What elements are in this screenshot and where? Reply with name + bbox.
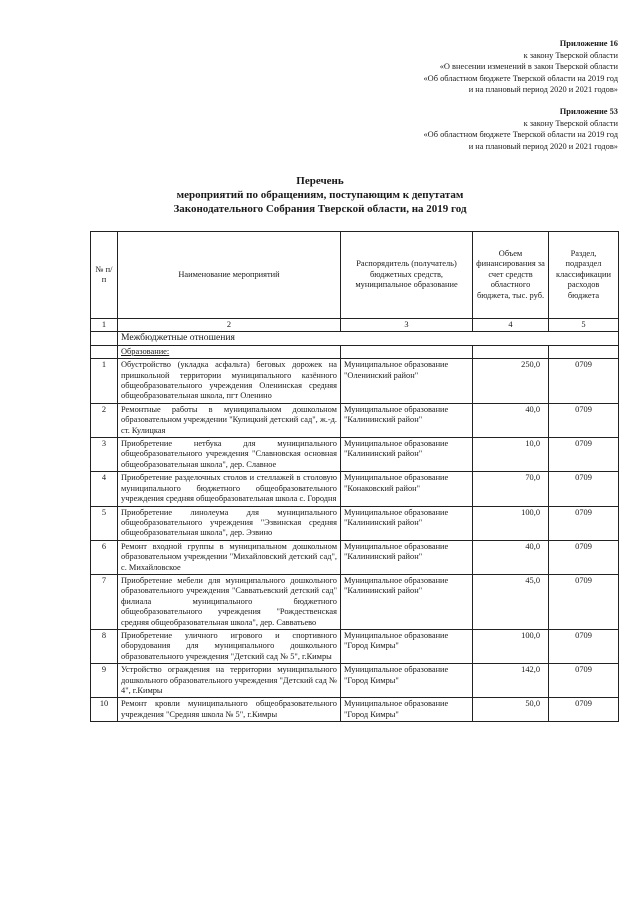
- subsection-cell-empty: [341, 345, 473, 358]
- column-number: 4: [473, 319, 549, 332]
- subsection-cell-empty: [91, 345, 118, 358]
- table-row: [91, 664, 619, 698]
- measures-table: [90, 231, 619, 722]
- funding-amount: 40,0: [473, 403, 549, 437]
- row-number: 4: [91, 472, 118, 506]
- header-number: № п/п: [91, 232, 118, 319]
- table-row: [91, 698, 619, 722]
- budget-manager: Муниципальное образование "Город Кимры": [341, 629, 473, 663]
- funding-amount: 50,0: [473, 698, 549, 722]
- funding-amount: 100,0: [473, 629, 549, 663]
- header-amount: Объем финансирования за счет средств областного бюджета, тыс. руб.: [473, 232, 549, 319]
- budget-manager: Муниципальное образование "Калининский район": [341, 540, 473, 574]
- measure-name: Ремонт входной группы в муниципальном дошкольном образовательном учреждении "Михайловский детский сад", с. Михайловское: [118, 540, 341, 574]
- funding-amount: 70,0: [473, 472, 549, 506]
- appendix-53-block: [423, 106, 618, 152]
- budget-manager: Муниципальное образование "Конаковский район": [341, 472, 473, 506]
- section-row: [91, 332, 619, 345]
- budget-code: 0709: [549, 506, 619, 540]
- column-number-row: [91, 319, 619, 332]
- table-header-row: [91, 232, 619, 319]
- header-budget-code: Раздел, подраздел классификации расходов бюджета: [549, 232, 619, 319]
- funding-amount: 100,0: [473, 506, 549, 540]
- column-number: 1: [91, 319, 118, 332]
- budget-manager: Муниципальное образование "Калининский район": [341, 403, 473, 437]
- measure-name: Приобретение разделочных столов и стеллажей в столовую муниципального бюджетного общеобразовательного учреждения средняя общеобразовательная школа с. Городня: [118, 472, 341, 506]
- measure-name: Устройство ограждения на территории муниципального дошкольного образовательного учреждения "Детский сад № 4", г.Кимры: [118, 664, 341, 698]
- column-number: 3: [341, 319, 473, 332]
- table-row: [91, 438, 619, 472]
- row-number: 5: [91, 506, 118, 540]
- section-title: Межбюджетные отношения: [118, 332, 619, 345]
- table-row: [91, 574, 619, 629]
- budget-manager: Муниципальное образование "Оленинский район": [341, 359, 473, 404]
- row-number: 10: [91, 698, 118, 722]
- appendix-16-line: «О внесении изменений в закон Тверской области: [439, 62, 618, 71]
- funding-amount: 142,0: [473, 664, 549, 698]
- budget-code: 0709: [549, 472, 619, 506]
- subsection-cell-empty: [473, 345, 549, 358]
- budget-manager: Муниципальное образование "Город Кимры": [341, 664, 473, 698]
- table-row: [91, 506, 619, 540]
- budget-code: 0709: [549, 629, 619, 663]
- header-manager: Распорядитель (получатель) бюджетных средств, муниципальное образование: [341, 232, 473, 319]
- budget-manager: Муниципальное образование "Калининский район": [341, 438, 473, 472]
- header-name: Наименование мероприятий: [118, 232, 341, 319]
- budget-code: 0709: [549, 403, 619, 437]
- table-row: [91, 359, 619, 404]
- measure-name: Приобретение нетбука для муниципального общеобразовательного учреждения "Славновская основная общеобразовательная школа", дер. Славное: [118, 438, 341, 472]
- table-row: [91, 629, 619, 663]
- funding-amount: 250,0: [473, 359, 549, 404]
- appendix-16-line: и на плановый период 2020 и 2021 годов»: [468, 85, 618, 94]
- document-title-line: мероприятий по обращениям, поступающим к депутатам: [176, 189, 464, 201]
- document-title-line: Перечень: [296, 175, 344, 187]
- measure-name: Обустройство (укладка асфальта) беговых дорожек на пришкольной территории муниципального казённого общеобразовательного учреждения Оленинская средняя общеобразовательная школа, пгт Оленино: [118, 359, 341, 404]
- funding-amount: 40,0: [473, 540, 549, 574]
- row-number: 2: [91, 403, 118, 437]
- table-row: [91, 540, 619, 574]
- row-number: 9: [91, 664, 118, 698]
- column-number: 5: [549, 319, 619, 332]
- budget-code: 0709: [549, 438, 619, 472]
- measure-name: Приобретение уличного игрового и спортивного оборудования для муниципального дошкольного образовательного учреждения "Детский сад № 5", г.Кимры: [118, 629, 341, 663]
- section-cell-empty: [91, 332, 118, 345]
- budget-code: 0709: [549, 698, 619, 722]
- measure-name: Ремонтные работы в муниципальном дошкольном образовательном учреждении "Кулицкий детский сад", ж.-д. ст. Кулицкая: [118, 403, 341, 437]
- table-row: [91, 403, 619, 437]
- budget-manager: Муниципальное образование "Калининский район": [341, 574, 473, 629]
- row-number: 3: [91, 438, 118, 472]
- budget-code: 0709: [549, 359, 619, 404]
- appendix-16-line: к закону Тверской области: [523, 50, 618, 60]
- budget-manager: Муниципальное образование "Город Кимры": [341, 698, 473, 722]
- document-title-line: Законодательного Собрания Тверской области, на 2019 год: [173, 203, 467, 215]
- appendix-53-line: «Об областном бюджете Тверской области на 2019 год: [423, 130, 618, 139]
- budget-code: 0709: [549, 540, 619, 574]
- table-row: [91, 472, 619, 506]
- appendix-16-line: «Об областном бюджете Тверской области на 2019 год: [423, 73, 618, 83]
- document-title: [0, 174, 640, 216]
- subsection-title: Образование:: [118, 345, 341, 358]
- measure-name: Приобретение линолеума для муниципального общеобразовательного учреждения "Эзвинская средняя общеобразовательная школа", дер. Эзвино: [118, 506, 341, 540]
- funding-amount: 45,0: [473, 574, 549, 629]
- row-number: 1: [91, 359, 118, 404]
- subsection-row: [91, 345, 619, 358]
- budget-code: 0709: [549, 664, 619, 698]
- appendix-53-line: и на плановый период 2020 и 2021 годов»: [468, 141, 618, 151]
- appendix-16-block: [423, 38, 618, 96]
- row-number: 8: [91, 629, 118, 663]
- column-number: 2: [118, 319, 341, 332]
- appendix-16-title: Приложение 16: [559, 39, 618, 48]
- subsection-cell-empty: [549, 345, 619, 358]
- appendix-53-title: Приложение 53: [559, 107, 618, 116]
- measure-name: Приобретение мебели для муниципального дошкольного образовательного учреждения "Савватьевский детский сад" филиала муниципального бюджетного общеобразовательного учреждения "Рождественская средняя общеобразовательная школа", дер. Савватьево: [118, 574, 341, 629]
- budget-code: 0709: [549, 574, 619, 629]
- funding-amount: 10,0: [473, 438, 549, 472]
- appendix-53-line: к закону Тверской области: [523, 118, 618, 128]
- row-number: 7: [91, 574, 118, 629]
- budget-manager: Муниципальное образование "Калининский район": [341, 506, 473, 540]
- measure-name: Ремонт кровли муниципального общеобразовательного учреждения "Средняя школа № 5", г.Кимры: [118, 698, 341, 722]
- row-number: 6: [91, 540, 118, 574]
